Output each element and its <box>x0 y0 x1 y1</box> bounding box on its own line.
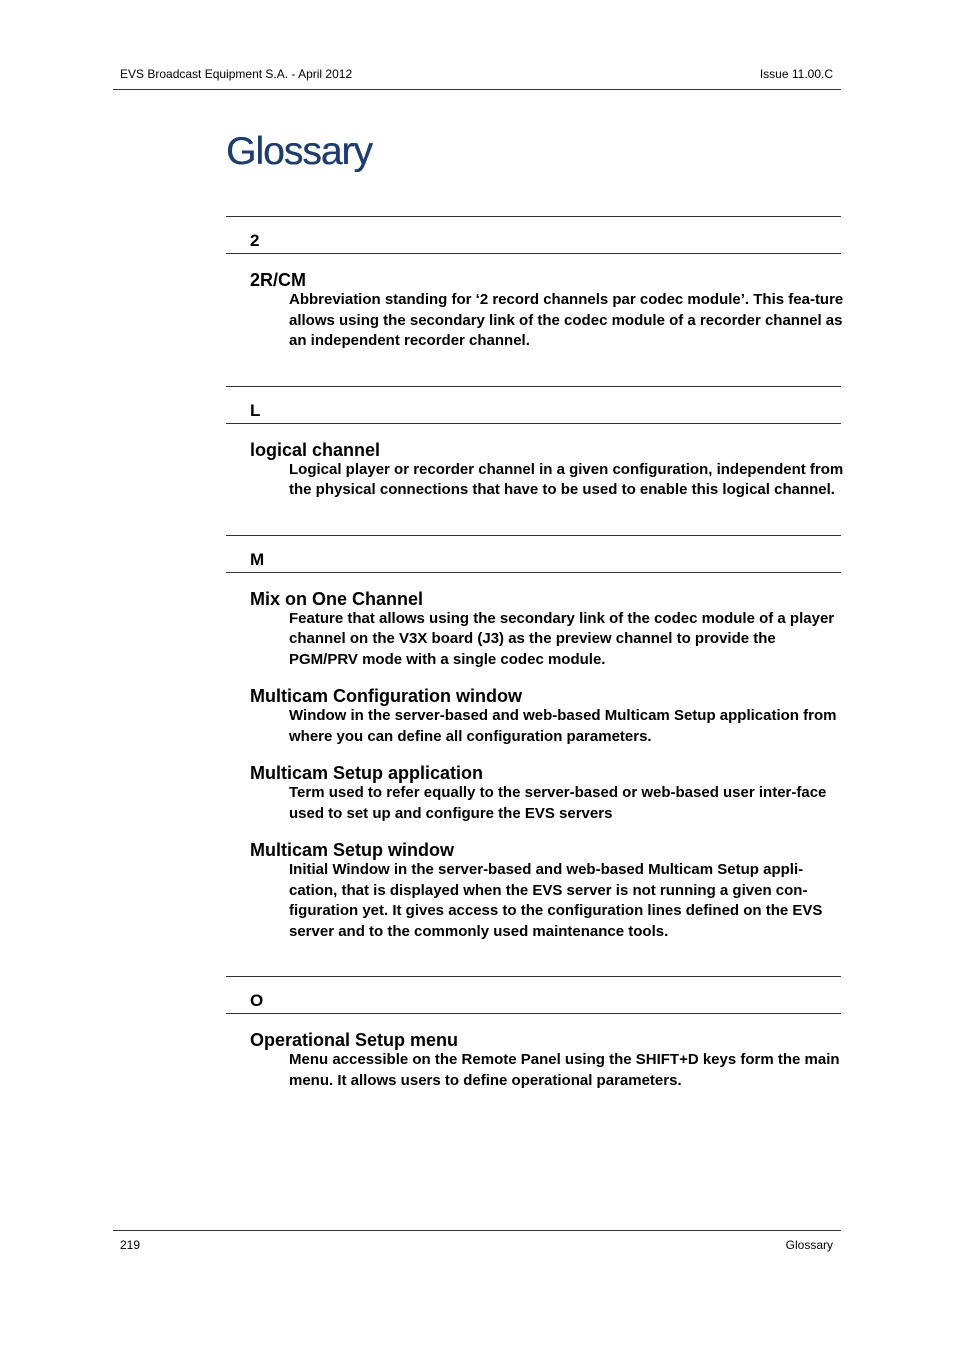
term-title: Multicam Setup application <box>250 763 484 783</box>
term-definition: Initial Window in the server-based and web-based Multicam Setup appli-cation, that is displayed when the EVS server is not running a given con-figuration yet. It gives access to the configuration lines defined on the EVS server and to the commonly used maintenance tools. <box>289 861 823 940</box>
section-letter: L <box>226 386 841 424</box>
section-letter: M <box>226 535 841 573</box>
glossary-section-m <box>226 535 841 943</box>
footer-chapter: Glossary <box>785 1238 833 1252</box>
section-letter: 2 <box>226 216 841 254</box>
glossary-entry <box>250 269 844 352</box>
term-definition: Abbreviation standing for ‘2 record channels par codec module’. This fea-ture allows using the secondary link of the codec module of a recorder channel as an independent recorder channel. <box>289 291 844 349</box>
term-title: Multicam Setup window <box>250 840 455 860</box>
glossary-section-l <box>226 386 844 501</box>
term-title: Operational Setup menu <box>250 1030 459 1050</box>
glossary-section-2 <box>226 216 844 352</box>
glossary-entry <box>250 762 841 824</box>
term-definition: Logical player or recorder channel in a given configuration, independent from the physical connections that have to be used to enable this logical channel. <box>289 460 844 498</box>
term-definition: Menu accessible on the Remote Panel using the SHIFT+D keys form the main menu. It allows users to define operational parameters. <box>289 1051 840 1089</box>
header-issue: Issue 11.00.C <box>759 67 833 81</box>
term-definition: Feature that allows using the secondary link of the codec module of a player channel on the V3X board (J3) as the preview channel to provide the PGM/PRV mode with a single codec module. <box>289 609 835 668</box>
section-letter: O <box>226 976 841 1014</box>
term-definition: Term used to refer equally to the server-based or web-based user inter-face used to set up and configure the EVS servers <box>289 784 827 822</box>
glossary-entry <box>250 1029 841 1091</box>
glossary-entry <box>250 685 841 747</box>
term-title: Multicam Configuration window <box>250 686 522 706</box>
page-number: 219 <box>120 1238 141 1252</box>
footer-divider <box>113 1230 841 1231</box>
header-divider <box>113 89 841 90</box>
term-title: logical channel <box>250 439 381 460</box>
term-title: Mix on One Channel <box>250 588 424 609</box>
glossary-entry <box>250 439 844 501</box>
glossary-entry <box>250 839 841 942</box>
glossary-entry <box>250 588 841 671</box>
glossary-section-o <box>226 976 841 1091</box>
term-definition: Window in the server-based and web-based Multicam Setup application from where you can define all configuration parameters. <box>289 707 837 745</box>
glossary-content <box>226 216 844 1125</box>
term-title: 2R/CM <box>250 270 307 290</box>
page-title: Glossary <box>226 130 372 173</box>
header-publisher: EVS Broadcast Equipment S.A. - April 2012 <box>120 67 353 81</box>
